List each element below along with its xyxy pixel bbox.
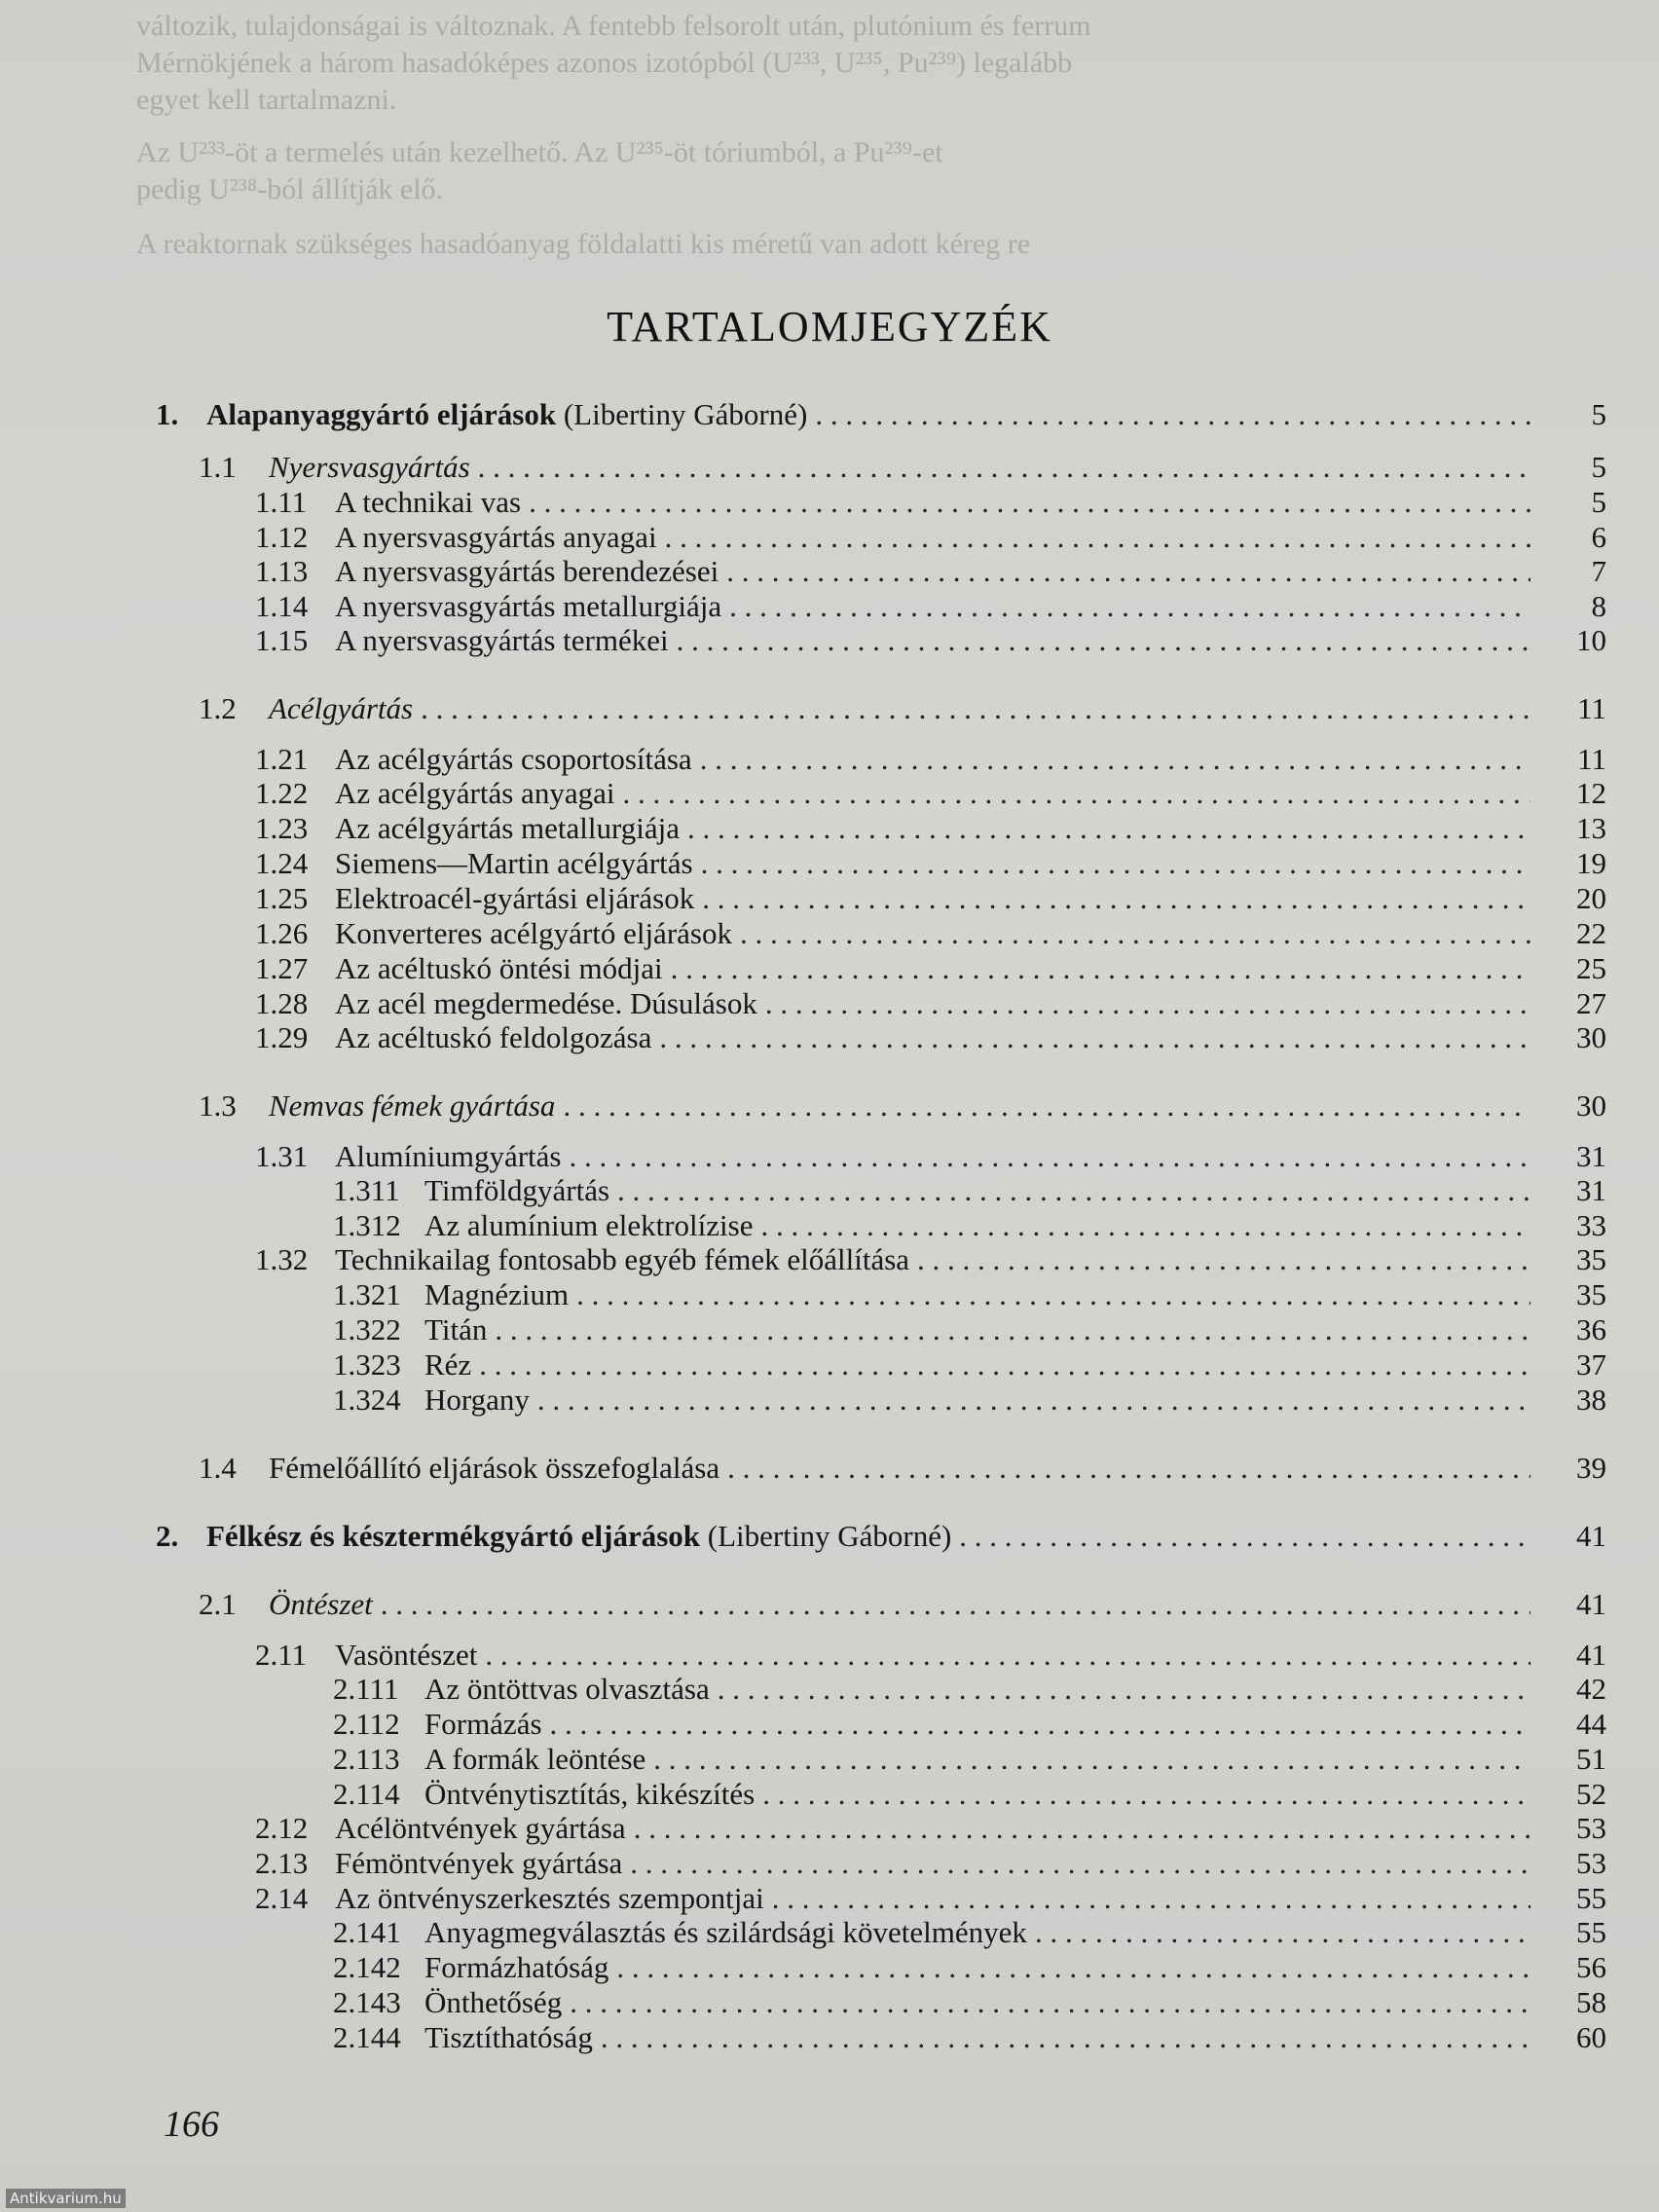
toc-entry-title [424,1777,755,1812]
toc-entry-page: 5 [1591,397,1606,431]
toc-entry-title-text: Félkész és késztermékgyártó eljárások [206,1519,701,1553]
toc-entry-number: 1.311 [333,1173,400,1207]
toc-entry-number: 1.25 [255,881,309,915]
toc-entry-title [424,1277,569,1312]
toc-entry-number: 1.29 [255,1020,309,1054]
dot-leader [381,1587,1530,1622]
toc-entry[interactable] [255,520,1606,555]
toc-entry-page: 56 [1576,1950,1606,1984]
toc-entry-page: 31 [1576,1139,1606,1173]
toc-entry-title-text: Titán [424,1312,488,1346]
toc-entry-number: 1.27 [255,951,309,985]
toc-entry-number: 2.113 [333,1742,400,1776]
dot-leader [576,1277,1530,1312]
dot-leader [601,2020,1530,2055]
toc-entry-title [424,2020,593,2055]
toc-entry[interactable] [333,1208,1606,1243]
toc-entry-number: 1.26 [255,916,309,950]
toc-entry-title-text: Horgany [424,1382,530,1417]
toc-entry-number: 2.142 [333,1950,401,1984]
toc-entry-page: 13 [1576,811,1606,845]
bleed-through-line: Az U²³³-öt a termelés után kezelhető. Az U²³⁵-öt tóriumból, a Pu²³⁹-et [136,136,943,168]
toc-entry[interactable] [333,1707,1606,1742]
toc-entry-title-text: Fémelőállító eljárások összefoglalása [269,1451,720,1485]
toc-entry[interactable] [333,1985,1606,2020]
toc-entry-number: 2.112 [333,1707,400,1741]
toc-entry-title-text: Alumíniumgyártás [335,1139,562,1173]
toc-entry-title-text: Az acélgyártás anyagai [335,776,615,810]
dot-leader [529,485,1530,520]
bleed-through-line: A reaktornak szükséges hasadóanyag földalatti kis méretű van adott kéreg re [136,228,1031,260]
toc-entry-author: (Libertiny Gáborné) [700,1519,952,1553]
dot-leader [726,554,1530,589]
toc-entry-title-text: Acélöntvények gyártása [335,1811,626,1845]
dot-leader [815,397,1530,432]
bleed-through-line: változik, tulajdonságai is változnak. A fentebb felsorolt után, plutónium és ferrum [136,10,1091,42]
toc-entry-title [335,1881,764,1916]
toc-entry-title-text: Technikailag fontosabb egyéb fémek előállítása [335,1242,910,1276]
toc-entry-page: 8 [1591,589,1606,623]
toc-entry-title [335,986,757,1021]
dot-leader [718,1672,1530,1707]
toc-entry-page: 22 [1576,916,1606,950]
dot-leader [570,1985,1530,2020]
toc-entry-number: 1.321 [333,1277,401,1311]
dot-leader [760,1208,1530,1243]
toc-entry[interactable] [255,881,1606,916]
toc-entry-title [335,1846,622,1881]
toc-entry-page: 27 [1576,986,1606,1020]
toc-entry-title-text: Konverteres acélgyártó eljárások [335,916,732,950]
toc-entry-title-text: Öntvénytisztítás, kikészítés [424,1777,756,1811]
toc-entry-page: 5 [1591,450,1606,484]
toc-entry-number: 1.12 [255,520,309,554]
toc-entry-page: 11 [1577,691,1606,725]
toc-entry[interactable] [255,623,1606,658]
toc-entry[interactable] [255,846,1606,881]
toc-entry[interactable] [255,951,1606,986]
toc-entry-title-text: Az öntöttvas olvasztása [424,1672,710,1706]
toc-entry-page: 55 [1576,1881,1606,1915]
toc-entry-title-text: Magnézium [424,1277,570,1311]
toc-entry[interactable] [255,1846,1606,1881]
toc-entry-page: 53 [1576,1846,1606,1880]
dot-leader [622,776,1530,811]
toc-entry-title [424,1312,487,1347]
toc-entry-page: 37 [1576,1347,1606,1382]
toc-entry-page: 11 [1577,742,1606,776]
toc-entry-number: 2.143 [333,1985,401,2019]
toc-entry-title [424,1950,608,1985]
dot-leader [687,811,1530,846]
toc-entry-number: 2.12 [255,1811,309,1845]
toc-entry-title-text: Siemens—Martin acélgyártás [335,846,693,880]
toc-entry-title [335,916,732,951]
bleed-through-line: egyet kell tartalmazni. [136,84,397,116]
toc-entry-page: 55 [1576,1915,1606,1949]
dot-leader [550,1707,1530,1742]
toc-entry-title [424,1742,645,1777]
toc-entry[interactable] [156,397,1606,432]
toc-entry[interactable] [255,1242,1606,1277]
toc-entry-page: 7 [1591,554,1606,588]
toc-entry-title [335,520,657,555]
toc-entry-number: 2.111 [333,1672,399,1706]
toc-entry-page: 30 [1576,1020,1606,1054]
toc-entry-number: 1. [156,397,179,431]
toc-entry-page: 38 [1576,1382,1606,1417]
toc-entry-title [269,450,470,485]
dot-leader [762,1777,1530,1812]
toc-entry-title-text: Az acélgyártás metallurgiája [335,811,681,845]
dot-leader [700,742,1530,777]
toc-entry-title-text: Anyagmegválasztás és szilárdsági követelmények [424,1915,1027,1949]
toc-entry-number: 1.22 [255,776,309,810]
toc-entry-number: 1.312 [333,1208,401,1242]
dot-leader [569,1139,1530,1174]
toc-entry-title [335,1139,561,1174]
toc-entry-title-text: Nyersvasgyártás [269,450,470,484]
toc-entry-title-text: Önthetőség [424,1985,563,2019]
dot-leader [630,1846,1530,1881]
toc-entry-page: 44 [1576,1707,1606,1741]
toc-entry-number: 2.13 [255,1846,309,1880]
toc-entry-title-text: Fémöntvények gyártása [335,1846,623,1880]
toc-entry-number: 1.21 [255,742,309,776]
toc-entry-title-text: A formák leöntése [424,1742,646,1776]
dot-leader [617,1173,1530,1208]
toc-entry-title-text: A nyersvasgyártás metallurgiája [335,589,722,623]
toc-entry[interactable] [333,1672,1606,1707]
toc-entry-page: 25 [1576,951,1606,985]
toc-entry-title [206,397,807,432]
dot-leader [917,1242,1530,1277]
toc-entry-number: 1.32 [255,1242,309,1276]
toc-entry[interactable] [333,1312,1606,1347]
toc-entry-title [424,1672,710,1707]
toc-entry-title-text: Az acél megdermedése. Dúsulások [335,986,757,1020]
toc-entry-page: 41 [1576,1638,1606,1672]
dot-leader [665,520,1530,555]
toc-entry[interactable] [255,986,1606,1021]
toc-entry-title-text: Alapanyaggyártó eljárások [206,397,557,431]
dot-leader [729,589,1530,624]
toc-entry-author: (Libertiny Gáborné) [556,397,808,431]
toc-entry-title-text: Formázhatóság [424,1950,609,1984]
toc-entry-number: 1.14 [255,589,309,623]
dot-leader [478,450,1530,485]
dot-leader [959,1519,1530,1554]
toc-entry-page: 42 [1576,1672,1606,1706]
toc-entry[interactable] [199,691,1606,726]
toc-entry-number: 1.1 [199,450,237,484]
dot-leader [659,1020,1530,1055]
toc-entry-number: 1.323 [333,1347,401,1382]
toc-entry[interactable] [255,1881,1606,1916]
toc-entry-title-text: Acélgyártás [269,691,414,725]
toc-entry-title-text: A nyersvasgyártás termékei [335,623,669,657]
toc-entry-title-text: Elektroacél-gyártási eljárások [335,881,695,915]
toc-entry-title [269,691,413,726]
toc-entry[interactable] [255,1811,1606,1846]
toc-entry-title [335,846,693,881]
toc-entry-title [335,742,692,777]
toc-entry[interactable] [255,811,1606,846]
toc-entry-title [335,554,719,589]
toc-entry-page: 41 [1576,1519,1606,1553]
toc-entry-title-text: Az alumínium elektrolízise [424,1208,754,1242]
toc-entry[interactable] [199,1451,1606,1486]
toc-entry[interactable] [333,1347,1606,1382]
toc-entry-number: 2.114 [333,1777,400,1811]
toc-entry-page: 35 [1576,1242,1606,1276]
toc-entry-page: 41 [1576,1587,1606,1621]
toc-entry[interactable] [255,554,1606,589]
toc-entry-title [335,1020,651,1055]
toc-entry[interactable] [333,1950,1606,1985]
toc-entry-title-text: Öntészet [269,1587,373,1621]
toc-entry-page: 19 [1576,846,1606,880]
toc-entry-page: 35 [1576,1277,1606,1311]
toc-entry[interactable] [156,1519,1606,1554]
toc-entry-title [424,1985,562,2020]
toc-entry-number: 1.28 [255,986,309,1020]
toc-entry-title-text: Nemvas fémek gyártása [269,1088,556,1123]
dot-leader [727,1451,1530,1486]
toc-entry[interactable] [255,1020,1606,1055]
toc-entry-page: 5 [1591,485,1606,519]
toc-entry-title [335,589,721,624]
toc-entry-number: 2.1 [199,1587,237,1621]
toc-entry-title [335,1638,477,1673]
toc-entry-title [424,1707,542,1742]
toc-entry-page: 58 [1576,1985,1606,2019]
dot-leader [765,986,1530,1021]
toc-entry-title-text: Az öntvényszerkesztés szempontjai [335,1881,764,1915]
toc-entry-page: 10 [1576,623,1606,657]
dot-leader [495,1312,1530,1347]
toc-entry[interactable] [333,1777,1606,1812]
toc-entry-title [424,1382,530,1418]
toc-entry-title-text: Tisztíthatóság [424,2020,593,2054]
page-number: 166 [164,2104,219,2145]
toc-entry[interactable] [333,2020,1606,2055]
page-title: TARTALOMJEGYZÉK [607,303,1052,350]
dot-leader [563,1088,1530,1124]
toc-entry-number: 1.4 [199,1451,237,1485]
toc-entry[interactable] [333,1742,1606,1777]
toc-entry-number: 1.11 [255,485,308,519]
toc-entry-title-text: A nyersvasgyártás anyagai [335,520,657,554]
toc-entry-title [335,951,663,986]
toc-entry-page: 52 [1576,1777,1606,1811]
toc-entry-number: 2.144 [333,2020,401,2054]
toc-entry-page: 51 [1576,1742,1606,1776]
toc-entry[interactable] [333,1382,1606,1418]
dot-leader [702,881,1530,916]
dot-leader [616,1950,1530,1985]
toc-entry-title [269,1451,719,1486]
toc-entry-title [335,1242,909,1277]
toc-entry[interactable] [255,589,1606,624]
toc-entry-title-text: Az acéltuskó feldolgozása [335,1020,652,1054]
dot-leader [485,1638,1530,1673]
toc-entry-title-text: Formázás [424,1707,542,1741]
dot-leader [653,1742,1530,1777]
dot-leader [671,951,1530,986]
toc-entry-page: 33 [1576,1208,1606,1242]
toc-entry-number: 1.24 [255,846,309,880]
dot-leader [772,1881,1530,1916]
dot-leader [1035,1915,1530,1950]
toc-entry[interactable] [255,742,1606,777]
bleed-through-line: pedig U²³⁸-ból állítják elő. [136,173,444,205]
toc-entry-title-text: Az acéltuskó öntési módjai [335,951,663,985]
toc-entry-page: 20 [1576,881,1606,915]
toc-entry-number: 1.324 [333,1382,401,1417]
toc-entry[interactable] [255,1139,1606,1174]
bleed-through-line: Mérnökjének a három hasadóképes azonos izotópból (U²³³, U²³⁵, Pu²³⁹) legalább [136,47,1073,79]
toc-entry[interactable] [199,450,1606,485]
toc-entry-page: 12 [1576,776,1606,810]
toc-entry-page: 6 [1591,520,1606,554]
dot-leader [740,916,1530,951]
toc-entry-number: 2.141 [333,1915,401,1949]
toc-entry-page: 36 [1576,1312,1606,1346]
toc-entry-title [335,485,521,520]
toc-entry-title [335,811,680,846]
toc-entry-number: 1.31 [255,1139,309,1173]
watermark: Antikvarium.hu [6,2189,126,2208]
toc-entry-page: 30 [1576,1088,1606,1123]
toc-entry[interactable] [255,1638,1606,1673]
toc-entry-number: 2. [156,1519,179,1553]
dot-leader [421,691,1530,726]
dot-leader [634,1811,1530,1846]
toc-entry-number: 1.15 [255,623,309,657]
toc-entry-title-text: Timföldgyártás [424,1173,610,1207]
toc-entry-title [424,1173,609,1208]
toc-entry-title [206,1519,951,1554]
dot-leader [701,846,1530,881]
toc-entry-title [269,1088,555,1124]
toc-entry-title [424,1915,1027,1950]
toc-entry-title [424,1347,471,1382]
toc-entry-number: 1.2 [199,691,237,725]
toc-entry[interactable] [255,485,1606,520]
toc-entry-title-text: Vasöntészet [335,1638,478,1672]
toc-entry-title-text: A technikai vas [335,485,522,519]
toc-entry-number: 1.3 [199,1088,237,1123]
dot-leader [537,1382,1530,1418]
toc-entry-page: 60 [1576,2020,1606,2054]
toc-entry-number: 1.322 [333,1312,401,1346]
toc-entry-title-text: A nyersvasgyártás berendezései [335,554,719,588]
toc-entry-page: 31 [1576,1173,1606,1207]
toc-entry-number: 1.13 [255,554,309,588]
toc-entry-title [335,623,669,658]
toc-entry[interactable] [199,1088,1606,1124]
toc-entry[interactable] [333,1277,1606,1312]
toc-entry[interactable] [255,776,1606,811]
toc-entry-page: 53 [1576,1811,1606,1845]
dot-leader [479,1347,1530,1382]
toc-entry-title [269,1587,373,1622]
toc-entry-page: 39 [1576,1451,1606,1485]
dot-leader [677,623,1530,658]
toc-entry[interactable] [199,1587,1606,1622]
toc-entry-title-text: Réz [424,1347,472,1382]
toc-entry-number: 2.11 [255,1638,308,1672]
toc-entry-title [335,776,614,811]
toc-entry-title-text: Az acélgyártás csoportosítása [335,742,692,776]
toc-entry-number: 2.14 [255,1881,309,1915]
toc-entry[interactable] [333,1173,1606,1208]
toc-entry-title [424,1208,753,1243]
toc-entry-title [335,881,694,916]
toc-entry-title [335,1811,626,1846]
toc-entry[interactable] [255,916,1606,951]
toc-entry-number: 1.23 [255,811,309,845]
toc-entry[interactable] [333,1915,1606,1950]
